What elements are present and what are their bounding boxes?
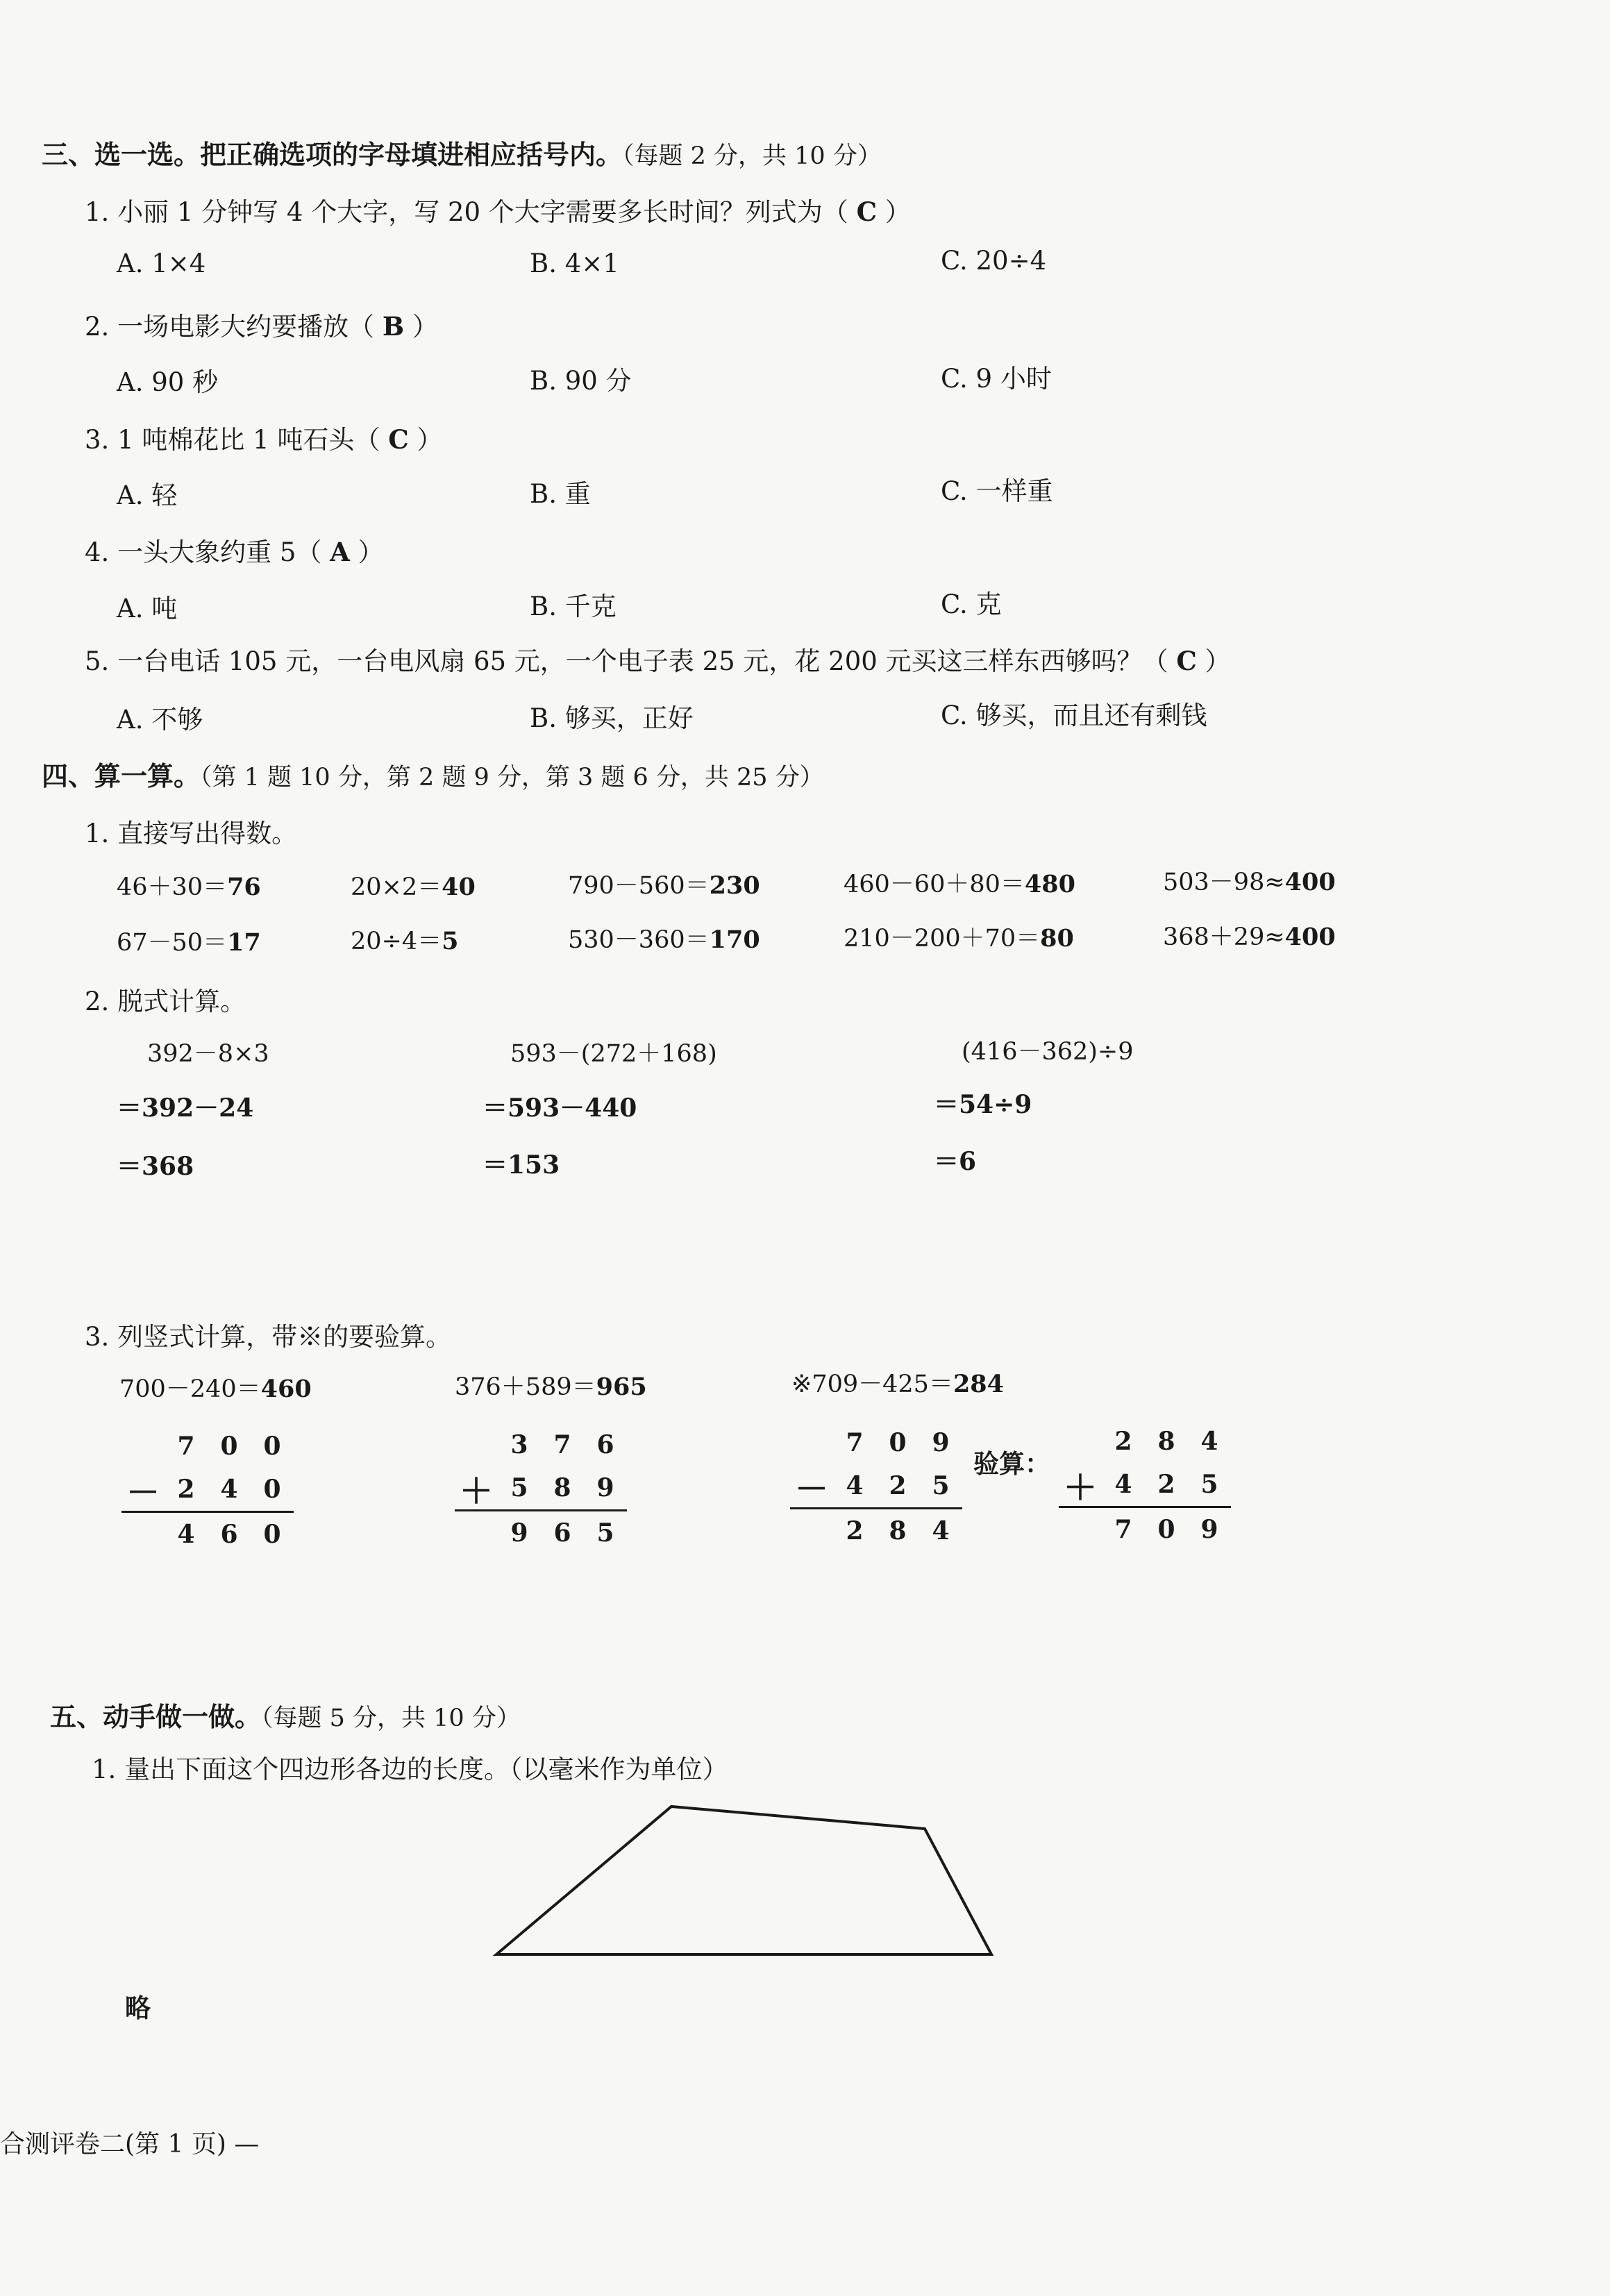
calc-item: 790－560＝230 (568, 871, 760, 900)
s4-q3-title: 3. 列竖式计算，带※的要验算。 (85, 1322, 452, 1352)
question-stem: 2. 一场电影大约要播放（ (85, 312, 375, 342)
section5-heading (50, 1695, 521, 1734)
s3-question-4: 4. 一头大象约重 5（ A ） (85, 537, 384, 567)
page-footer: 合测评卷二(第 1 页) — (0, 2130, 260, 2159)
section4-note: （第 1 题 10 分，第 2 题 9 分，第 3 题 6 分，共 25 分） (200, 764, 824, 791)
answer-letter: C (1176, 646, 1197, 676)
option-a: A. 1×4 (117, 249, 206, 278)
option-b: B. 千克 (530, 592, 617, 621)
calc-item: 20÷4＝5 (351, 927, 459, 955)
option-a: A. 轻 (117, 480, 178, 510)
calc-item: 46＋30＝76 (117, 873, 261, 901)
option-c: C. 克 (941, 589, 1002, 619)
vertical-calc-1: 7 0 0 － 2 4 0 4 6 0 (121, 1425, 294, 1556)
option-c: C. 一样重 (941, 476, 1053, 506)
question-stem: 4. 一头大象约重 5（ (85, 537, 322, 567)
stepwise-expr: 593－(272＋168) (510, 1040, 717, 1068)
s4-q2-title: 2. 脱式计算。 (85, 987, 246, 1016)
s3-question-5: 5. 一台电话 105 元，一台电风扇 65 元，一个电子表 25 元，花 200 元买这三样东西够吗？（ C ） (85, 646, 1231, 676)
answer-letter: A (330, 537, 350, 567)
option-b: B. 4×1 (530, 249, 619, 278)
calc-item: 530－360＝170 (568, 925, 760, 954)
question-stem: 1. 小丽 1 分钟写 4 个大字，写 20 个大字需要多长时间？列式为（ (85, 197, 848, 227)
calc-item: 20×2＝40 (351, 873, 476, 901)
s3-question-1: 1. 小丽 1 分钟写 4 个大字，写 20 个大字需要多长时间？列式为（ C ） (85, 196, 911, 227)
s3-question-2: 2. 一场电影大约要播放（ B ） (85, 311, 438, 342)
section5-note: （每题 5 分，共 10 分） (261, 1704, 521, 1732)
option-a: A. 吨 (117, 594, 178, 623)
s5-answer: 略 (125, 1993, 151, 2023)
stepwise-step: ＝6 (934, 1147, 977, 1176)
option-a: A. 不够 (117, 705, 203, 735)
answer-letter: C (856, 196, 878, 227)
answer-letter: B (382, 311, 405, 342)
stepwise-expr: (416－362)÷9 (962, 1038, 1134, 1066)
calc-item: 67－50＝17 (117, 928, 261, 957)
quadrilateral-shape (496, 1807, 991, 1954)
section3-note: （每题 2 分，共 10 分） (622, 142, 882, 170)
stepwise-step: ＝593－440 (483, 1093, 637, 1123)
option-c: C. 够买，而且还有剩钱 (941, 701, 1207, 730)
question-stem: 3. 1 吨棉花比 1 吨石头（ (85, 425, 380, 455)
calc-item: 503－98≈400 (1163, 868, 1336, 896)
stepwise-step: ＝153 (483, 1150, 560, 1180)
section4-title: 四、算一算。 (42, 760, 201, 791)
stepwise-step: ＝368 (117, 1152, 194, 1181)
vertical-expr: ※709－425＝284 (791, 1370, 1004, 1398)
calc-item: 368＋29≈400 (1163, 923, 1336, 951)
s5-q1: 1. 量出下面这个四边形各边的长度。（以毫米作为单位） (92, 1754, 728, 1784)
check-label: 验算： (973, 1448, 1050, 1479)
s3-question-3: 3. 1 吨棉花比 1 吨石头（ C ） (85, 424, 443, 455)
option-b: B. 重 (530, 479, 591, 509)
option-c: C. 20÷4 (941, 246, 1047, 276)
section3-heading (42, 133, 882, 171)
option-b: B. 90 分 (530, 366, 632, 396)
vertical-calc-2: 3 7 6 ＋ 5 8 9 9 6 5 (455, 1423, 627, 1555)
stepwise-expr: 392－8×3 (147, 1040, 269, 1068)
vertical-expr: 700－240＝460 (119, 1375, 312, 1403)
s4-q1-title: 1. 直接写出得数。 (85, 819, 298, 848)
vertical-check: 2 8 4 ＋ 4 2 5 7 0 9 (1059, 1420, 1231, 1551)
option-a: A. 90 秒 (117, 367, 219, 397)
stepwise-step: ＝392－24 (117, 1093, 254, 1123)
vertical-expr: 376＋589＝965 (455, 1373, 647, 1401)
vertical-calc-3: 7 0 9 － 4 2 5 2 8 4 (790, 1421, 962, 1552)
answer-letter: C (388, 424, 409, 455)
calc-item: 460－60＋80＝480 (844, 870, 1075, 898)
option-c: C. 9 小时 (941, 364, 1052, 394)
section5-title: 五、动手做一做。 (50, 1701, 262, 1732)
question-stem: 5. 一台电话 105 元，一台电风扇 65 元，一个电子表 25 元，花 200 元买这三样东西够吗？（ (85, 646, 1168, 676)
section4-heading (42, 755, 824, 793)
section3-title: 三、选一选。把正确选项的字母填进相应括号内。 (42, 139, 623, 170)
option-b: B. 够买，正好 (530, 703, 694, 733)
calc-item: 210－200＋70＝80 (844, 924, 1074, 953)
stepwise-step: ＝54÷9 (934, 1090, 1032, 1119)
